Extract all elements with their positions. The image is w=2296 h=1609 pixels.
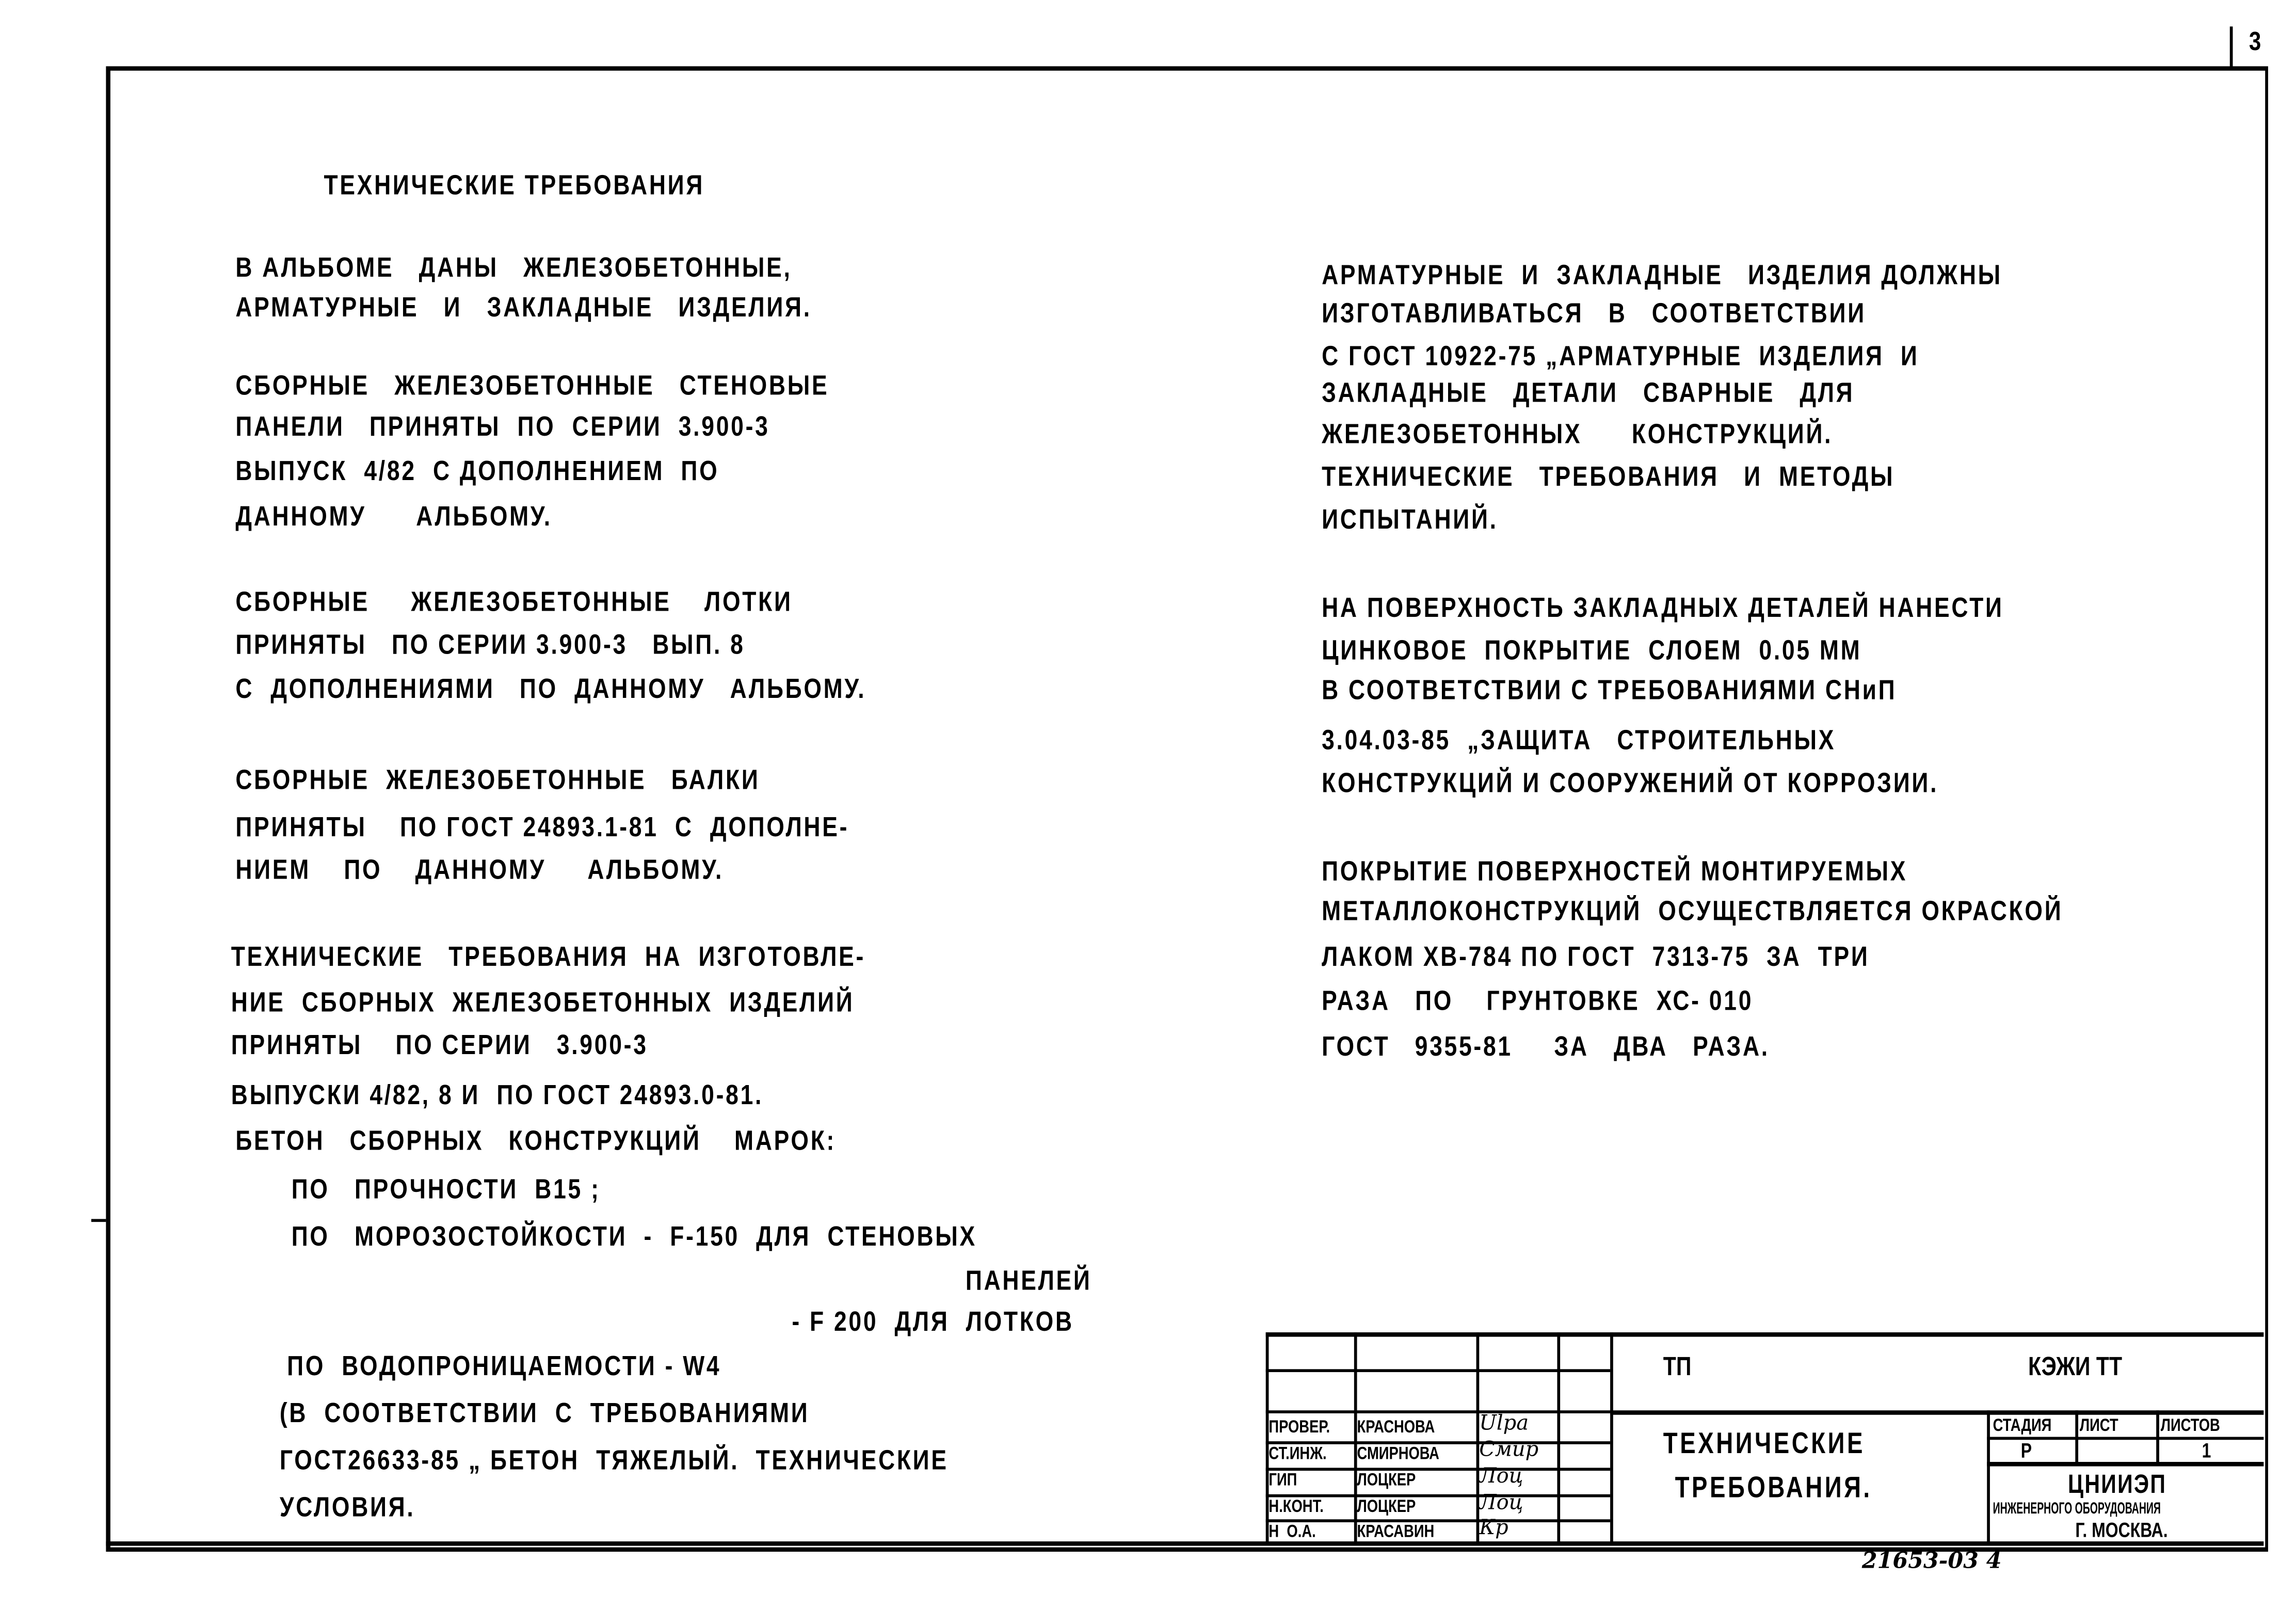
text-line: ЗАКЛАДНЫЕ ДЕТАЛИ СВАРНЫЕ ДЛЯ: [1322, 378, 1855, 409]
text-line: ЛАКОМ ХВ-784 ПО ГОСТ 7313-75 ЗА ТРИ: [1322, 942, 1870, 974]
title-block-sign: Лоц: [1479, 1491, 1523, 1515]
text-line: ГОСТ 9355-81 ЗА ДВА РАЗА.: [1322, 1032, 1770, 1063]
text-line: ЖЕЛЕЗОБЕТОННЫХ КОНСТРУКЦИЙ.: [1322, 419, 1833, 451]
title-block-name: КРАСНОВА: [1357, 1416, 1435, 1437]
text-line: НА ПОВЕРХНОСТЬ ЗАКЛАДНЫХ ДЕТАЛЕЙ НАНЕСТИ: [1322, 593, 2004, 625]
text-line: КОНСТРУКЦИЙ И СООРУЖЕНИЙ ОТ КОРРОЗИИ.: [1322, 768, 1939, 800]
title-block-sign: Ulpa: [1479, 1412, 1529, 1436]
text-line: АРМАТУРНЫЕ И ЗАКЛАДНЫЕ ИЗДЕЛИЯ ДОЛЖНЫ: [1322, 260, 2002, 292]
text-line: ПРИНЯТЫ ПО СЕРИИ 3.900-3: [231, 1030, 648, 1062]
text-line: ГОСТ26633-85 „ БЕТОН ТЯЖЕЛЫЙ. ТЕХНИЧЕСКИЕ: [279, 1445, 949, 1477]
text-line: ВЫПУСКИ 4/82, 8 И ПО ГОСТ 24893.0-81.: [231, 1080, 764, 1112]
title-block-sign: Кр: [1479, 1516, 1508, 1540]
title-block-role: Н.КОНТ.: [1269, 1495, 1324, 1517]
text-line: С ГОСТ 10922-75 „АРМАТУРНЫЕ ИЗДЕЛИЯ И: [1322, 341, 1919, 373]
text-line: РАЗА ПО ГРУНТОВКЕ ХС- 010: [1322, 986, 1754, 1017]
title-block-role: ГИП: [1269, 1469, 1297, 1490]
text-line: ДАННОМУ АЛЬБОМУ.: [235, 502, 552, 533]
text-line: ВЫПУСК 4/82 С ДОПОЛНЕНИЕМ ПО: [235, 456, 719, 488]
text-line: ИЗГОТАВЛИВАТЬСЯ В СООТВЕТСТВИИ: [1322, 298, 1866, 330]
title-block-role: ПРОВЕР.: [1269, 1416, 1330, 1437]
section-title: ТЕХНИЧЕСКИЕ ТРЕБОВАНИЯ: [324, 170, 705, 202]
title-block-name: ЛОЦКЕР: [1357, 1469, 1416, 1490]
text-line: СБОРНЫЕ ЖЕЛЕЗОБЕТОННЫЕ ЛОТКИ: [235, 587, 793, 618]
text-line: ПО МОРОЗОСТОЙКОСТИ - F-150 ДЛЯ СТЕНОВЫХ: [291, 1222, 977, 1253]
sheet-title-line-2: ТРЕБОВАНИЯ.: [1675, 1472, 1872, 1505]
text-line: ТЕХНИЧЕСКИЕ ТРЕБОВАНИЯ НА ИЗГОТОВЛЕ-: [231, 942, 866, 974]
stage-value: Р: [2020, 1438, 2032, 1462]
text-line: ПО ПРОЧНОСТИ В15 ;: [291, 1174, 601, 1206]
title-block-name: ЛОЦКЕР: [1357, 1495, 1416, 1517]
text-line: НИЕМ ПО ДАННОМУ АЛЬБОМУ.: [235, 855, 724, 886]
title-block-role: Н О.А.: [1269, 1521, 1316, 1542]
text-line: УСЛОВИЯ.: [279, 1492, 415, 1524]
text-line: 3.04.03-85 „ЗАЩИТА СТРОИТЕЛЬНЫХ: [1322, 726, 1836, 757]
project-code: ТП: [1663, 1351, 1692, 1381]
organization: ЦНИИЭП: [2068, 1469, 2167, 1499]
stage-label: СТАДИЯ: [1993, 1414, 2052, 1436]
text-line: В АЛЬБОМЕ ДАНЫ ЖЕЛЕЗОБЕТОННЫЕ,: [235, 253, 792, 284]
title-block-name: КРАСАВИН: [1357, 1521, 1435, 1542]
text-line: - F 200 ДЛЯ ЛОТКОВ: [792, 1307, 1074, 1339]
title-block-name: СМИРНОВА: [1357, 1442, 1439, 1463]
text-line: (В СООТВЕТСТВИИ С ТРЕБОВАНИЯМИ: [279, 1398, 810, 1430]
sheets-value: 1: [2202, 1438, 2211, 1462]
sheet-number: 3: [2249, 26, 2263, 56]
text-line: СБОРНЫЕ ЖЕЛЕЗОБЕТОННЫЕ БАЛКИ: [235, 766, 760, 796]
text-line: В СООТВЕТСТВИИ С ТРЕБОВАНИЯМИ СНиП: [1322, 676, 1897, 707]
text-line: БЕТОН СБОРНЫХ КОНСТРУКЦИЙ МАРОК:: [235, 1126, 837, 1157]
drawing-number: 21653-03 4: [1861, 1547, 2002, 1574]
text-line: ПАНЕЛИ ПРИНЯТЫ ПО СЕРИИ 3.900-3: [235, 412, 770, 443]
sheet-label: ЛИСТ: [2079, 1414, 2118, 1436]
text-line: ИСПЫТАНИЙ.: [1322, 505, 1498, 536]
text-line: АРМАТУРНЫЕ И ЗАКЛАДНЫЕ ИЗДЕЛИЯ.: [235, 293, 812, 324]
text-line: ПАНЕЛЕЙ: [965, 1266, 1092, 1297]
title-block-sign: Смир: [1479, 1438, 1539, 1462]
sheet-number-divider: [2230, 26, 2233, 68]
organization-subtitle: ИНЖЕНЕРНОГО ОБОРУДОВАНИЯ: [1993, 1500, 2161, 1518]
text-line: ЦИНКОВОЕ ПОКРЫТИЕ СЛОЕМ 0.05 ММ: [1322, 636, 1862, 667]
drawing-code: КЭЖИ ТТ: [2028, 1351, 2123, 1381]
title-block-role: СТ.ИНЖ.: [1269, 1442, 1327, 1463]
text-line: С ДОПОЛНЕНИЯМИ ПО ДАННОМУ АЛЬБОМУ.: [235, 674, 866, 706]
text-line: НИЕ СБОРНЫХ ЖЕЛЕЗОБЕТОННЫХ ИЗДЕЛИЙ: [231, 987, 855, 1019]
text-line: ПОКРЫТИЕ ПОВЕРХНОСТЕЙ МОНТИРУЕМЫХ: [1322, 856, 1908, 888]
sheet-title-line-1: ТЕХНИЧЕСКИЕ: [1663, 1428, 1866, 1461]
text-line: МЕТАЛЛОКОНСТРУКЦИЙ ОСУЩЕСТВЛЯЕТСЯ ОКРАСКОЙ: [1322, 896, 2063, 928]
text-line: ТЕХНИЧЕСКИЕ ТРЕБОВАНИЯ И МЕТОДЫ: [1322, 462, 1895, 493]
text-line: ПРИНЯТЫ ПО ГОСТ 24893.1-81 С ДОПОЛНЕ-: [235, 813, 849, 844]
city: Г. МОСКВА.: [2075, 1518, 2168, 1542]
text-line: ПРИНЯТЫ ПО СЕРИИ 3.900-3 ВЫП. 8: [235, 630, 745, 661]
text-line: СБОРНЫЕ ЖЕЛЕЗОБЕТОННЫЕ СТЕНОВЫЕ: [235, 371, 829, 402]
title-block-sign: Лоц: [1479, 1464, 1523, 1489]
fold-mark: [91, 1219, 106, 1222]
sheets-label: ЛИСТОВ: [2160, 1414, 2220, 1436]
text-line: ПО ВОДОПРОНИЦАЕМОСТИ - W4: [287, 1351, 721, 1383]
